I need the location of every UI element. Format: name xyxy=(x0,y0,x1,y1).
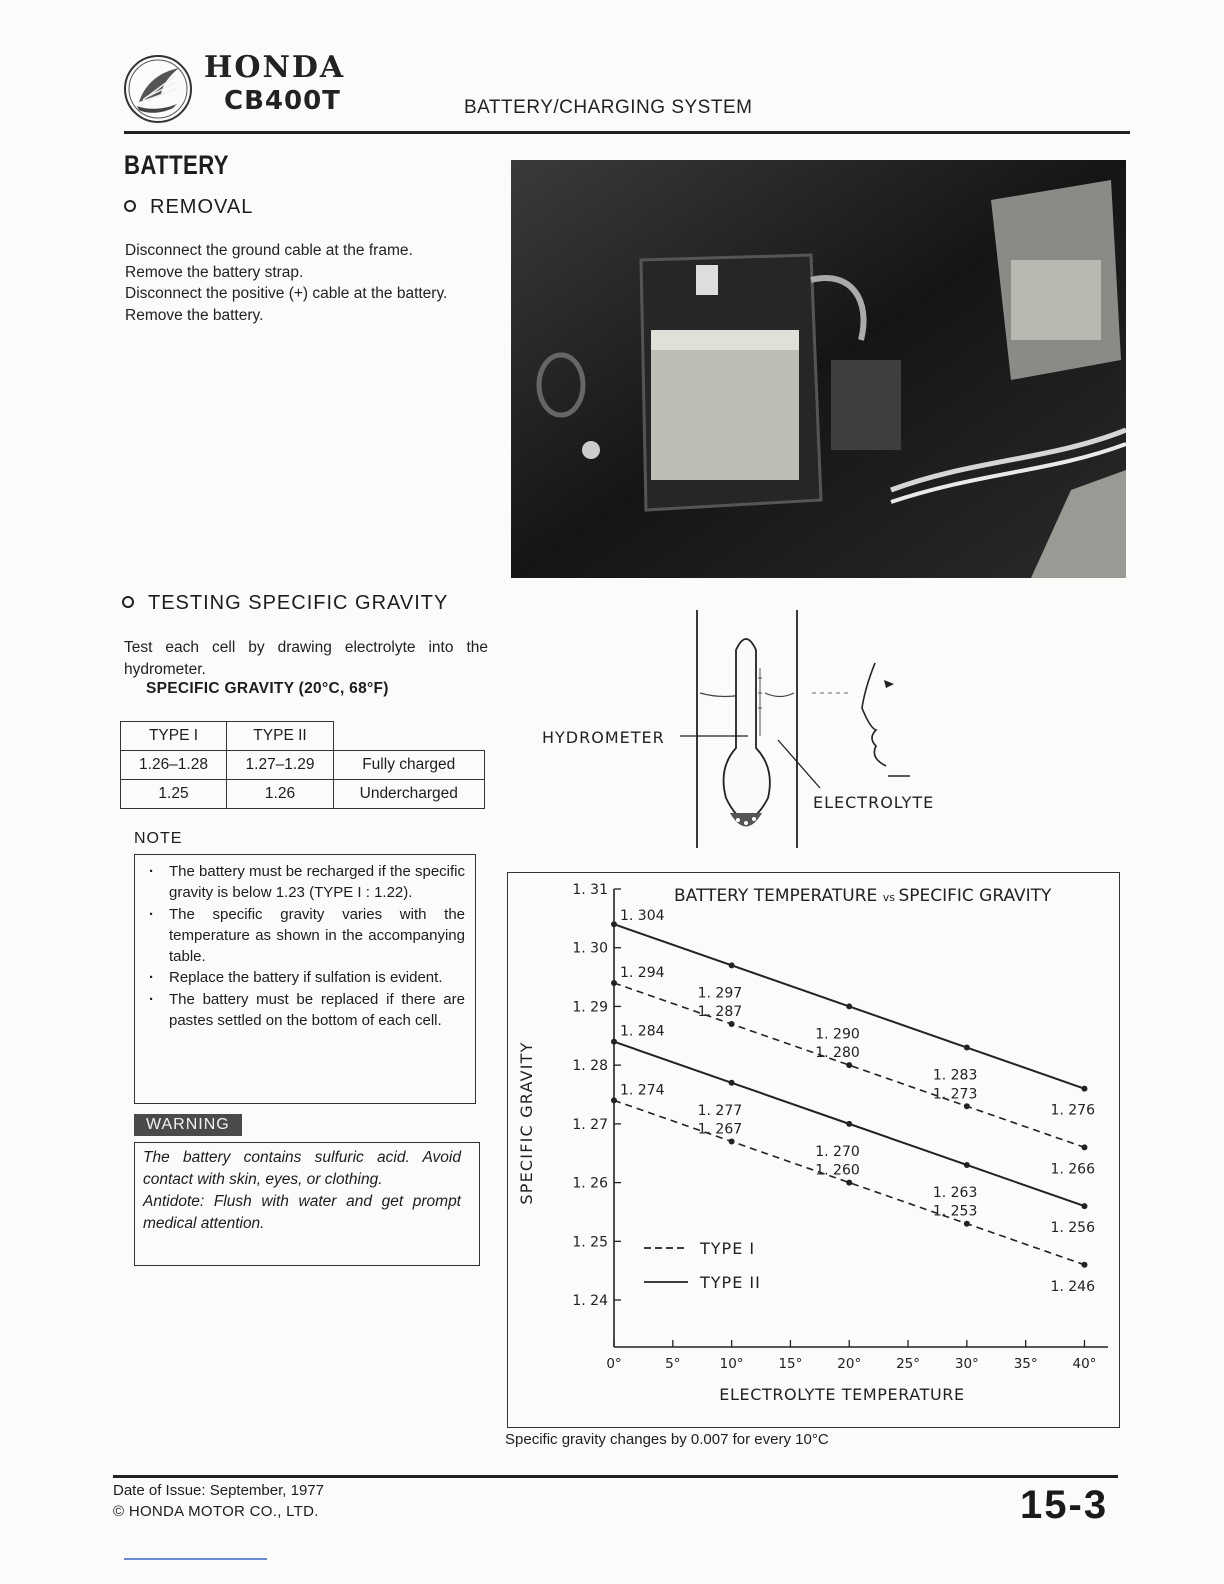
x-tick-label: 10° xyxy=(719,1356,744,1372)
data-label: 1. 253 xyxy=(932,1203,978,1220)
removal-step-1: Disconnect the ground cable at the frame. xyxy=(125,242,413,259)
removal-heading-text: REMOVAL xyxy=(150,196,254,218)
table-header-type2: TYPE II xyxy=(227,722,334,751)
temperature-chart xyxy=(508,873,1119,1427)
table-row xyxy=(121,722,485,751)
data-point xyxy=(611,921,617,927)
note-item: · The battery must be replaced if there are pastes settled on the bottom of each cell. xyxy=(169,989,465,1032)
data-label: 1. 276 xyxy=(1050,1102,1096,1119)
brand-name: HONDA xyxy=(204,50,346,85)
electrolyte-label: ELECTROLYTE xyxy=(813,793,935,812)
data-point xyxy=(846,1121,852,1127)
data-point xyxy=(1081,1262,1087,1268)
table-cell: Fully charged xyxy=(334,751,485,780)
y-tick-label: 1. 29 xyxy=(572,999,608,1016)
legend-label: TYPE II xyxy=(700,1273,761,1292)
data-label: 1. 270 xyxy=(815,1143,860,1160)
data-label: 1. 263 xyxy=(932,1184,978,1201)
x-tick-label: 25° xyxy=(896,1356,921,1372)
data-label: 1. 260 xyxy=(815,1162,860,1179)
testing-intro: Test each cell by drawing electrolyte into the hydrometer. xyxy=(124,639,488,678)
removal-step-3: Disconnect the positive (+) cable at the battery. xyxy=(125,285,448,302)
copyright: © HONDA MOTOR CO., LTD. xyxy=(113,1503,319,1520)
page-number: 15-3 xyxy=(1020,1483,1109,1527)
data-label: 1. 283 xyxy=(932,1067,978,1084)
data-label: 1. 284 xyxy=(620,1023,665,1040)
warning-text: The battery contains sulfuric acid. Avoid contact with skin, eyes, or clothing. xyxy=(143,1149,461,1188)
model-name: CB400T xyxy=(224,86,341,116)
chart-xlabel: ELECTROLYTE TEMPERATURE xyxy=(719,1385,965,1404)
data-label: 1. 266 xyxy=(1050,1161,1096,1178)
table-header-type1: TYPE I xyxy=(121,722,227,751)
y-tick-label: 1. 28 xyxy=(572,1058,608,1075)
table-cell: 1.25 xyxy=(121,780,227,809)
chart-title: BATTERY TEMPERATURE vs SPECIFIC GRAVITY xyxy=(674,886,1052,906)
hydrometer-label: HYDROMETER xyxy=(542,728,665,747)
data-point xyxy=(611,1039,617,1045)
spec-gravity-table xyxy=(120,721,485,809)
data-label: 1. 297 xyxy=(697,985,743,1002)
x-tick-label: 15° xyxy=(778,1356,803,1372)
x-tick-label: 35° xyxy=(1013,1356,1038,1372)
data-label: 1. 287 xyxy=(697,1004,743,1021)
data-point xyxy=(611,1097,617,1103)
temperature-chart-frame xyxy=(507,872,1120,1428)
honda-wing-logo xyxy=(123,54,193,124)
battery-heading: BATTERY xyxy=(124,150,229,180)
table-cell: 1.26–1.28 xyxy=(121,751,227,780)
y-tick-label: 1. 25 xyxy=(572,1234,608,1251)
data-point xyxy=(611,980,617,986)
warning-label: WARNING xyxy=(134,1114,242,1136)
table-cell: Undercharged xyxy=(334,780,485,809)
removal-heading xyxy=(124,196,253,219)
data-point xyxy=(964,1103,970,1109)
warning-box xyxy=(134,1142,480,1266)
note-item: · Replace the battery if sulfation is evident. xyxy=(169,967,465,988)
data-label: 1. 294 xyxy=(620,964,665,981)
data-point xyxy=(729,1021,735,1027)
data-label: 1. 304 xyxy=(620,908,665,925)
bullet-icon xyxy=(122,596,134,608)
data-point xyxy=(1081,1203,1087,1209)
data-label: 1. 290 xyxy=(815,1026,860,1043)
section-title: BATTERY/CHARGING SYSTEM xyxy=(464,97,753,118)
issue-date: Date of Issue: September, 1977 xyxy=(113,1482,324,1499)
data-point xyxy=(729,1138,735,1144)
bullet-icon xyxy=(124,200,136,212)
data-label: 1. 274 xyxy=(620,1082,665,1099)
note-item: · The battery must be recharged if the specific gravity is below 1.23 (TYPE I : 1.22). xyxy=(169,861,465,904)
legend-label: TYPE I xyxy=(700,1239,756,1258)
note-label: NOTE xyxy=(134,830,183,847)
spec-gravity-heading: SPECIFIC GRAVITY (20°C, 68°F) xyxy=(146,680,389,697)
x-tick-label: 0° xyxy=(606,1356,622,1372)
data-point xyxy=(964,1221,970,1227)
data-point xyxy=(1081,1144,1087,1150)
y-tick-label: 1. 27 xyxy=(572,1116,608,1133)
table-cell: 1.26 xyxy=(227,780,334,809)
x-tick-label: 20° xyxy=(837,1356,862,1372)
testing-heading xyxy=(122,592,448,615)
y-tick-label: 1. 30 xyxy=(572,940,608,957)
battery-photo xyxy=(511,160,1126,578)
removal-steps xyxy=(125,240,489,326)
data-point xyxy=(1081,1086,1087,1092)
data-point xyxy=(729,962,735,968)
data-label: 1. 267 xyxy=(697,1121,743,1138)
hydrometer-diagram xyxy=(540,608,960,853)
table-row xyxy=(121,751,485,780)
table-header-blank xyxy=(334,722,485,751)
x-tick-label: 30° xyxy=(954,1356,979,1372)
chart-ylabel: SPECIFIC GRAVITY xyxy=(517,1041,536,1205)
note-box xyxy=(134,854,476,1104)
data-label: 1. 277 xyxy=(697,1102,743,1119)
removal-step-2: Remove the battery strap. xyxy=(125,263,304,281)
data-point xyxy=(964,1162,970,1168)
y-tick-label: 1. 24 xyxy=(572,1293,608,1310)
x-tick-label: 40° xyxy=(1072,1356,1097,1372)
data-label: 1. 273 xyxy=(932,1086,978,1103)
chart-caption: Specific gravity changes by 0.007 for every 10°C xyxy=(505,1431,829,1448)
warning-antidote: Antidote: Flush with water and get prompt medical attention. xyxy=(143,1193,461,1232)
data-point xyxy=(846,1003,852,1009)
x-tick-label: 5° xyxy=(665,1356,681,1372)
data-point xyxy=(846,1062,852,1068)
link-underline xyxy=(124,1558,267,1560)
table-cell: 1.27–1.29 xyxy=(227,751,334,780)
data-label: 1. 246 xyxy=(1050,1278,1096,1295)
testing-heading-text: TESTING SPECIFIC GRAVITY xyxy=(148,592,449,614)
data-point xyxy=(846,1180,852,1186)
header-rule xyxy=(124,131,1130,134)
data-label: 1. 256 xyxy=(1050,1220,1096,1237)
y-tick-label: 1. 26 xyxy=(572,1175,608,1192)
note-item: · The specific gravity varies with the temperature as shown in the accompanying table. xyxy=(169,904,465,968)
table-row xyxy=(121,780,485,809)
removal-step-4: Remove the battery. xyxy=(125,306,264,324)
footer-rule xyxy=(113,1475,1118,1478)
y-tick-label: 1. 31 xyxy=(572,882,608,898)
data-point xyxy=(964,1045,970,1051)
data-point xyxy=(729,1080,735,1086)
data-label: 1. 280 xyxy=(815,1045,860,1062)
